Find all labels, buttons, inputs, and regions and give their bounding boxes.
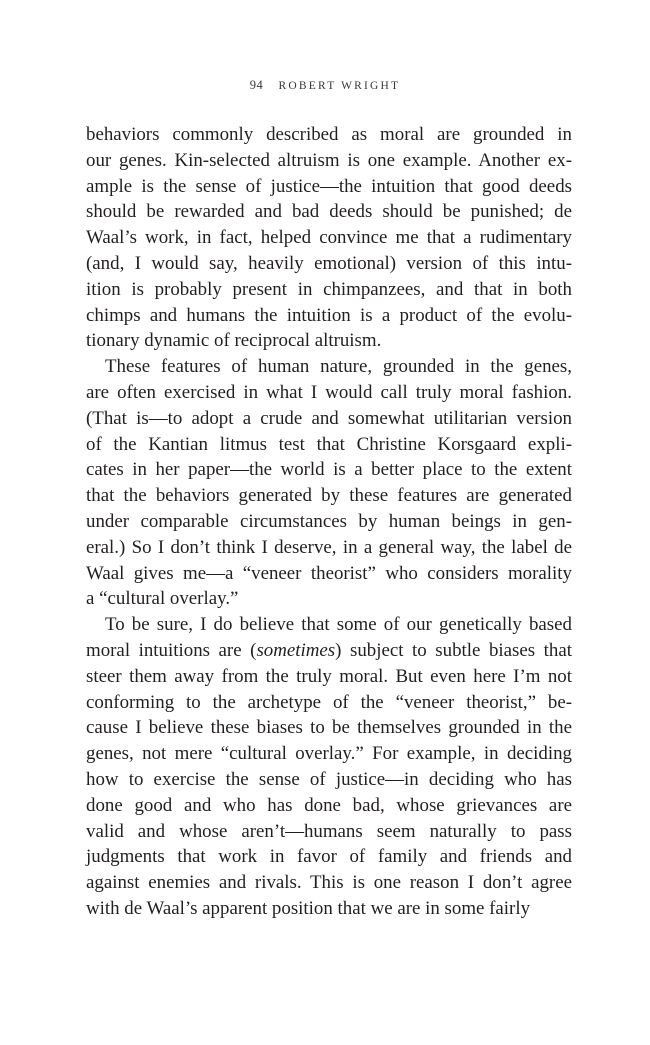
text-line: with de Waal’s apparent position that we are in some fairly <box>86 897 531 919</box>
text-line: done good and who has done bad, whose grievances are <box>86 794 572 816</box>
text-line: cates in her paper—the world is a better place to the extent <box>86 459 572 481</box>
text-line: eral.) So I don’t think I deserve, in a general way, the label de <box>86 536 572 558</box>
text-line: (and, I would say, heavily emotional) version of this intu- <box>86 252 572 274</box>
text-line: steer them away from the truly moral. But even here I’m not <box>86 665 572 687</box>
text-line: are often exercised in what I would call truly moral fashion. <box>86 381 572 403</box>
text-line: moral intuitions are (sometimes) subject to subtle biases that <box>86 639 572 661</box>
text-line: a “cultural overlay.” <box>86 588 239 610</box>
running-head-author: ROBERT WRIGHT <box>278 80 401 92</box>
text-line: conforming to the archetype of the “veneer theorist,” be- <box>86 691 572 713</box>
text-line: that the behaviors generated by these features are generated <box>86 485 572 507</box>
running-head <box>0 78 650 93</box>
text-line: how to exercise the sense of justice—in deciding who has <box>86 768 572 790</box>
text-line: against enemies and rivals. This is one reason I don’t agree <box>86 872 572 894</box>
text-line: ition is probably present in chimpanzees, and that in both <box>86 278 572 300</box>
text-line: ample is the sense of justice—the intuition that good deeds <box>86 175 572 197</box>
body-text <box>86 122 572 922</box>
text-line: Waal gives me—a “veneer theorist” who considers morality <box>86 562 572 584</box>
text-line: genes, not mere “cultural overlay.” For example, in deciding <box>86 743 572 765</box>
text-line: judgments that work in favor of family and friends and <box>86 846 572 868</box>
text-line: behaviors commonly described as moral are grounded in <box>86 124 572 145</box>
paragraph <box>86 122 572 354</box>
text-line: of the Kantian litmus test that Christine Korsgaard expli- <box>86 433 572 455</box>
text-line: our genes. Kin-selected altruism is one example. Another ex- <box>86 149 572 171</box>
text-line: These features of human nature, grounded in the genes, <box>105 356 572 378</box>
text-line: should be rewarded and bad deeds should be punished; de <box>86 201 572 223</box>
text-line: valid and whose aren’t—humans seem naturally to pass <box>86 820 572 842</box>
text-line: cause I believe these biases to be themselves grounded in the <box>86 717 572 739</box>
emphasis: sometimes <box>256 639 336 661</box>
text-line: (That is—to adopt a crude and somewhat utilitarian version <box>86 407 572 429</box>
paragraph <box>86 354 572 612</box>
text-line: chimps and humans the intuition is a product of the evolu- <box>86 304 572 326</box>
page-number: 94 <box>249 78 264 92</box>
text-line: under comparable circumstances by human beings in gen- <box>86 510 572 532</box>
text-line: tionary dynamic of reciprocal altruism. <box>86 330 382 352</box>
text-line: To be sure, I do believe that some of our genetically based <box>105 614 572 636</box>
paragraph <box>86 612 572 922</box>
text-line: Waal’s work, in fact, helped convince me that a rudimentary <box>86 227 572 249</box>
